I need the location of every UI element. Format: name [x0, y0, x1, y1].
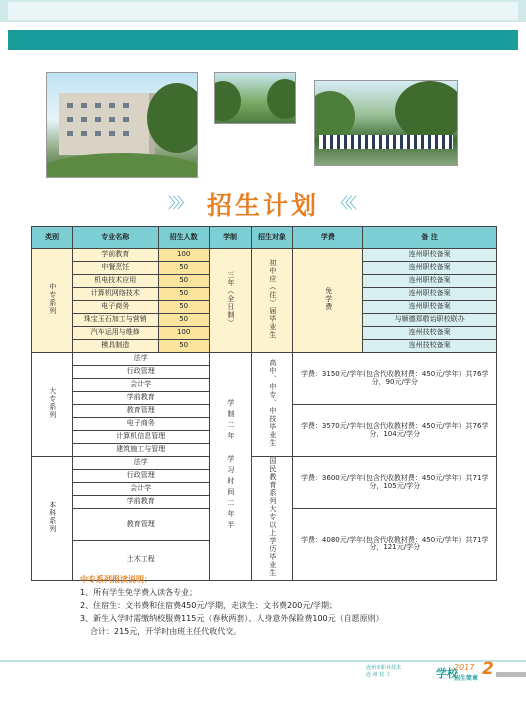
major-cell: 学前教育	[72, 249, 158, 262]
major-cell: 会计学	[72, 379, 209, 392]
notes-section	[80, 573, 500, 638]
fee-benke-1: 学费：3600元/学年(包含代收教材费：450元/学年）共71学分，105元/学分	[293, 457, 497, 509]
note-item: 合计：215元，开学时由班主任代收代交。	[90, 627, 242, 636]
campus-building-photo	[46, 72, 198, 178]
campus-road-photo	[214, 72, 296, 124]
major-cell: 电子商务	[72, 418, 209, 431]
target-zhongzhuan: 初中应（往）届毕业生	[251, 249, 293, 353]
page-number: 2	[482, 659, 494, 679]
count-cell: 100	[158, 327, 209, 340]
note-item: 1、所有学生免学费入读各专业；	[80, 588, 198, 597]
count-cell: 50	[158, 314, 209, 327]
fee-dazhuan-2: 学费：3570元/学年(包含代收教材费：450元/学年）共76学分，104元/学分	[293, 405, 497, 457]
students-group-photo	[314, 80, 458, 166]
major-cell: 学前教育	[72, 496, 209, 509]
note-cell: 连州技校备案	[363, 327, 497, 340]
table-row	[32, 353, 497, 366]
duration-shared: 学制二年 学习时间二年半	[209, 353, 251, 581]
count-cell: 50	[158, 340, 209, 353]
note-cell: 与顺德郑敬诒职校联办	[363, 314, 497, 327]
chevron-right-icon: 〈〈〈	[333, 194, 355, 212]
page-title: 招生计划	[207, 191, 320, 220]
major-cell: 计算机网络技术	[72, 288, 158, 301]
footer-school: 学校	[436, 667, 458, 680]
footer-school-name: 连州市职业技术 连 州 技 工	[366, 665, 402, 678]
teal-band	[8, 30, 518, 50]
footer-book: 招生简章	[454, 675, 479, 682]
count-cell: 50	[158, 288, 209, 301]
category-zhongzhuan: 中专系列	[32, 249, 73, 353]
building-shape	[59, 93, 155, 155]
note-item: 3、新生入学时需缴纳校服费115元（春秋两套）、人身意外保险费100元（自愿原则）	[80, 614, 384, 623]
category-dazhuan: 大专系列	[32, 353, 73, 457]
note-cell: 连州职校备案	[363, 249, 497, 262]
note-cell: 连州职校备案	[363, 262, 497, 275]
table-row	[32, 249, 497, 262]
fee-dazhuan-1: 学费：3150元/学年(包含代收教材费：450元/学年）共76学分，90元/学分	[293, 353, 497, 405]
count-cell: 50	[158, 262, 209, 275]
note-cell: 连州职校备案	[363, 288, 497, 301]
major-cell: 机电技术应用	[72, 275, 158, 288]
header-count: 招生人数	[158, 227, 209, 249]
major-cell: 法学	[72, 457, 209, 470]
note-cell: 连州职校备案	[363, 275, 497, 288]
major-cell: 土木工程	[72, 540, 209, 580]
major-cell: 教育管理	[72, 405, 209, 418]
header-major: 专业名称	[72, 227, 158, 249]
duration-zhongzhuan: 三年（全日制）	[209, 249, 251, 353]
count-cell: 50	[158, 275, 209, 288]
footer-year: 2017	[454, 663, 475, 672]
target-dazhuan: 高中、中专、中技毕业生	[251, 353, 293, 457]
major-cell: 中餐烹饪	[72, 262, 158, 275]
target-benke: 国民教育系列大专以上学历毕业生	[251, 457, 293, 581]
note-cell: 连州职校备案	[363, 301, 497, 314]
major-cell: 建筑施工与管理	[72, 444, 209, 457]
major-cell: 电子商务	[72, 301, 158, 314]
note-item: 2、住宿生：文书费和住宿费450元/学期，走读生：文书费200元/学期；	[80, 601, 338, 610]
major-cell: 模具制造	[72, 340, 158, 353]
footer-divider	[0, 660, 526, 662]
table-row	[32, 457, 497, 470]
chevron-left-icon: 〉〉〉	[168, 194, 190, 212]
major-cell: 学前教育	[72, 392, 209, 405]
header-category: 类别	[32, 227, 73, 249]
note-cell: 连州技校备案	[363, 340, 497, 353]
major-cell: 计算机信息管理	[72, 431, 209, 444]
footer-gray-bar	[496, 672, 526, 677]
major-cell: 行政管理	[72, 366, 209, 379]
major-cell: 汽车运用与维修	[72, 327, 158, 340]
major-cell: 珠宝玉石加工与营销	[72, 314, 158, 327]
major-cell: 行政管理	[72, 470, 209, 483]
header-target: 招生对象	[251, 227, 293, 249]
enrollment-table	[31, 226, 497, 581]
notes-title: 中专系列报读说明：	[80, 575, 152, 584]
title-area	[0, 184, 526, 218]
header-fee: 学费	[293, 227, 363, 249]
header-note: 备 注	[363, 227, 497, 249]
major-cell: 法学	[72, 353, 209, 366]
major-cell: 教育管理	[72, 509, 209, 541]
count-cell: 50	[158, 301, 209, 314]
top-bar	[0, 0, 526, 22]
top-bar-inner	[8, 2, 518, 20]
fee-benke-2: 学费：4080元/学年(包含代收教材费：450元/学年）共71学分，121元/学分	[293, 509, 497, 581]
header-duration: 学制	[209, 227, 251, 249]
category-benke: 本科系列	[32, 457, 73, 581]
fee-zhongzhuan: 免学费	[293, 249, 363, 353]
students-row	[319, 135, 453, 149]
major-cell: 会计学	[72, 483, 209, 496]
table-header-row	[32, 227, 497, 249]
count-cell: 100	[158, 249, 209, 262]
